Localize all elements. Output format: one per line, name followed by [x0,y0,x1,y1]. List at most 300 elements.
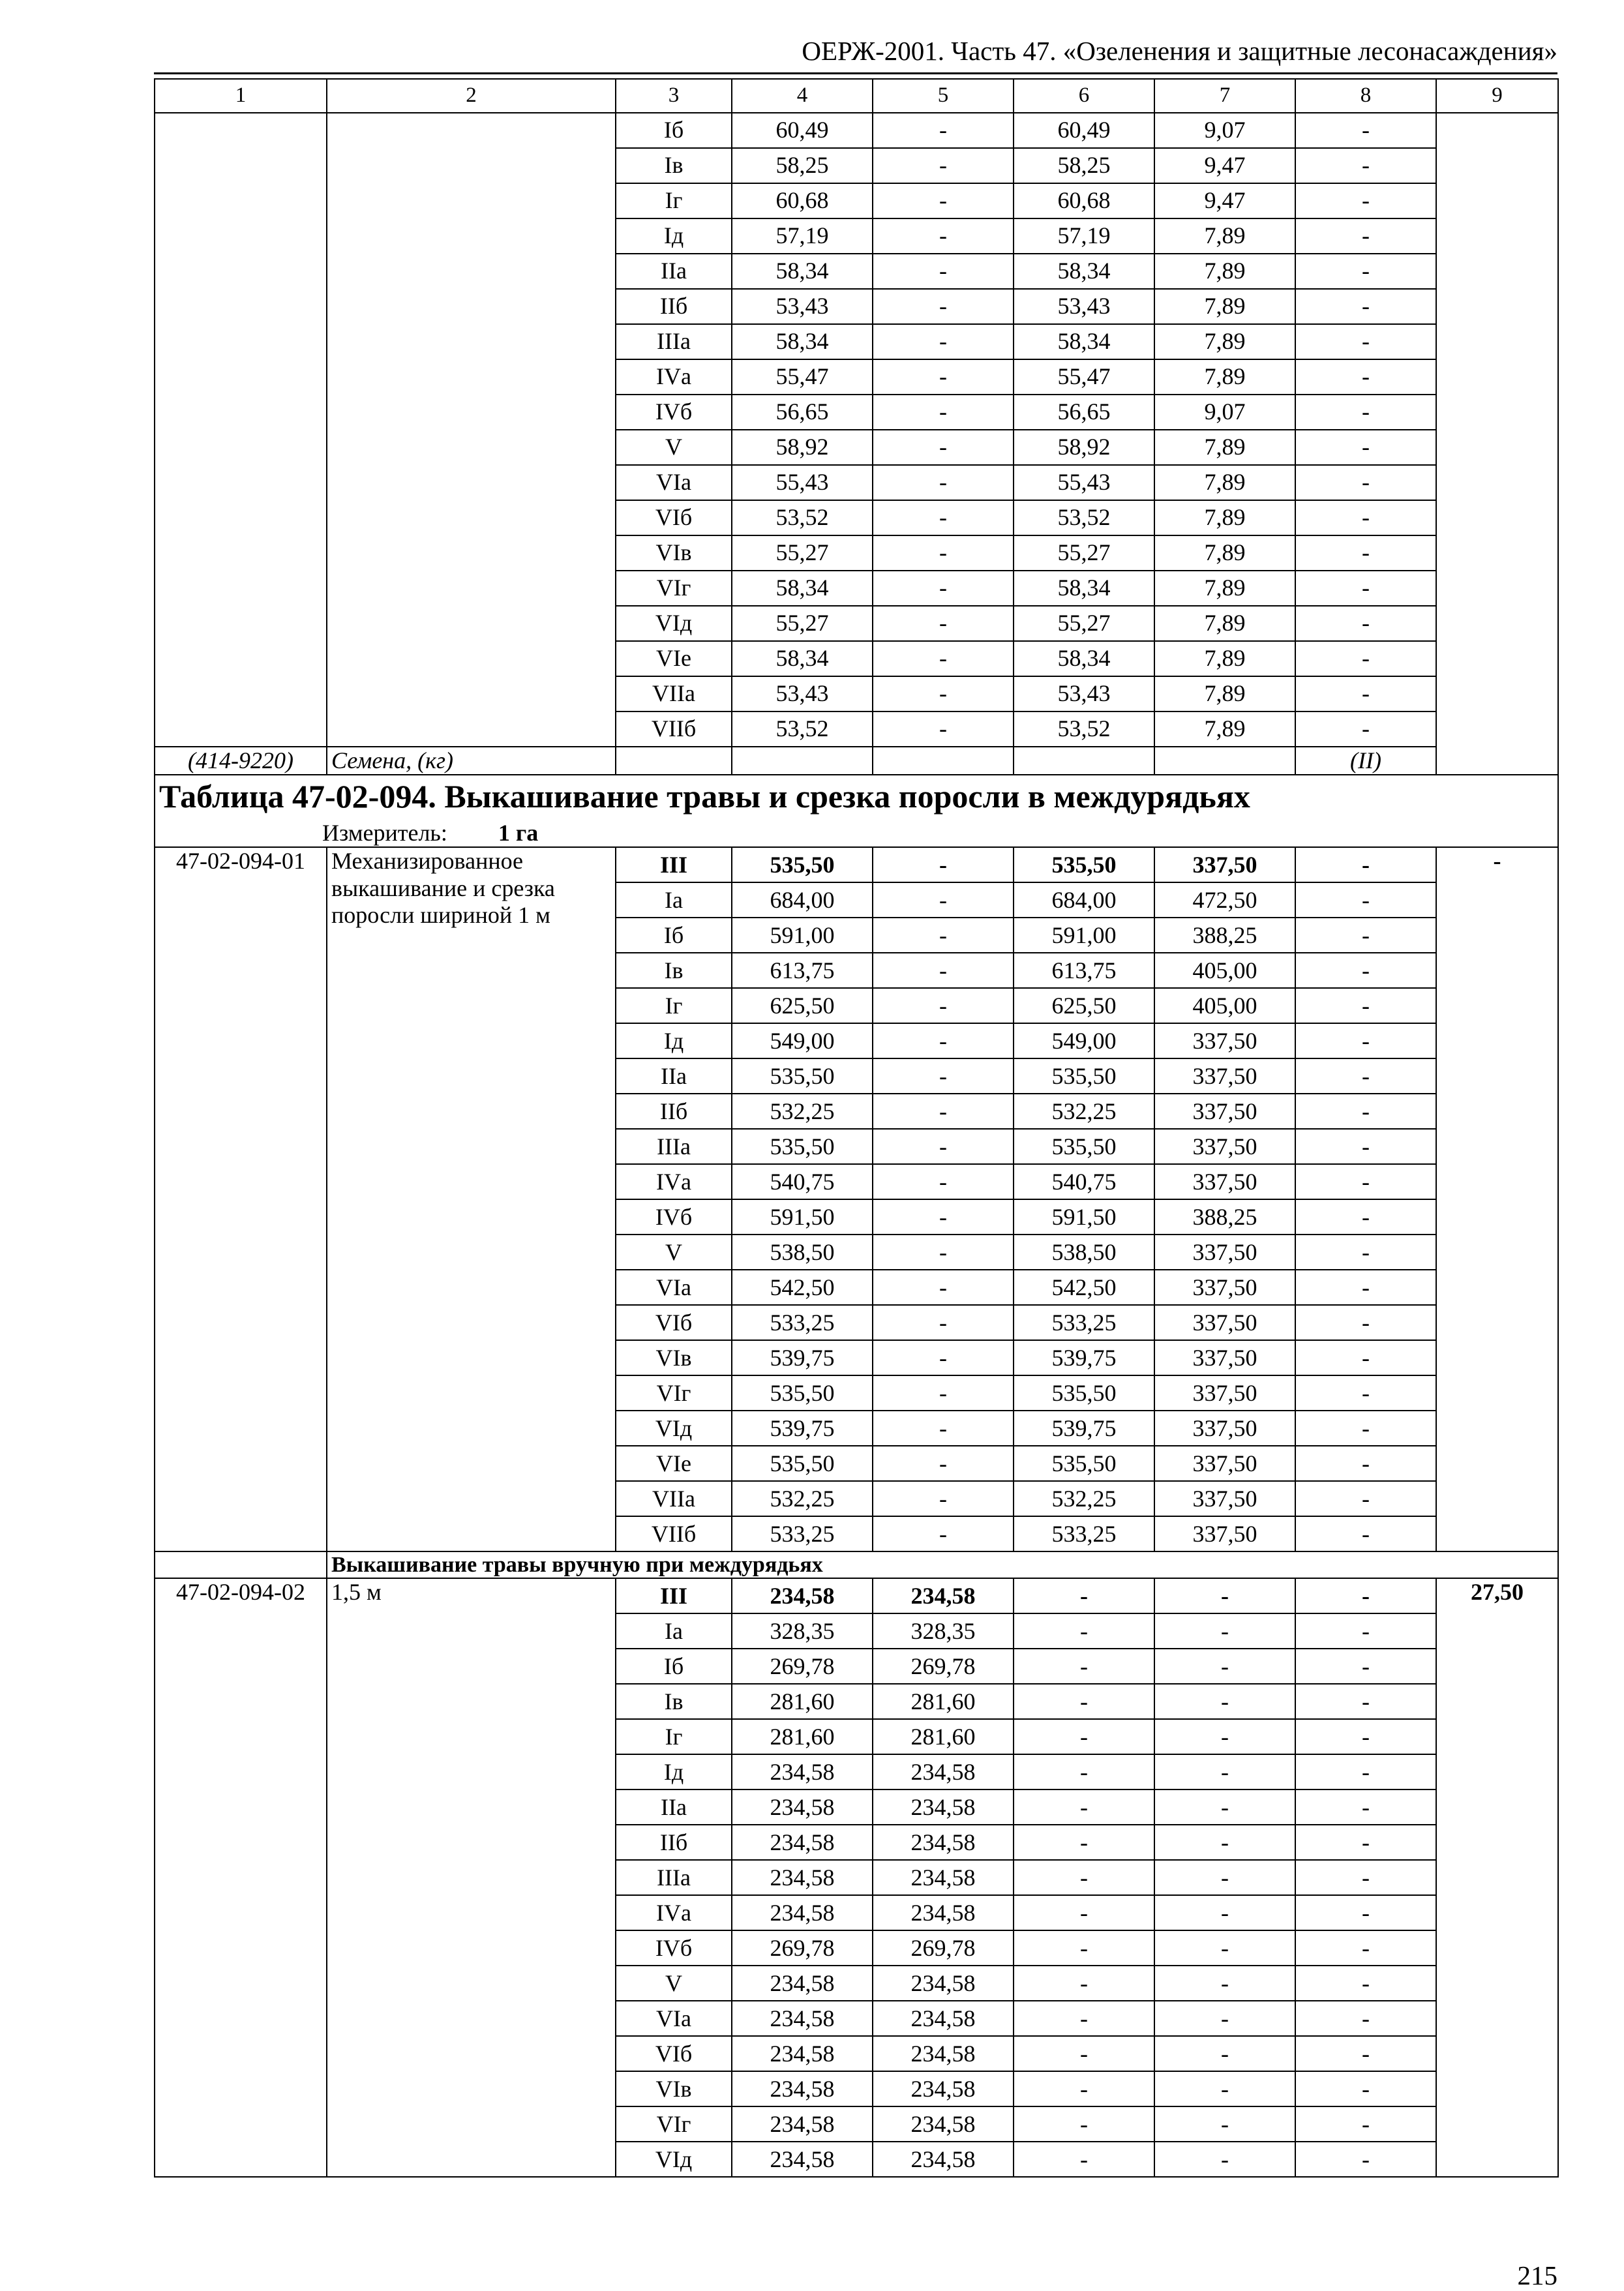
table-title: Таблица 47-02-094. Выкашивание травы и срезка поросли в междурядьях [159,778,1250,815]
value-cell: 269,78 [732,1649,873,1684]
zone-cell: III [616,847,732,882]
value-cell: - [1154,1825,1295,1860]
value-cell: - [1295,254,1436,289]
empty-cell [616,747,732,775]
column-number: 5 [873,79,1014,113]
value-cell: 55,43 [1014,465,1154,500]
value-cell: 58,25 [1014,148,1154,183]
value-cell: 549,00 [1014,1023,1154,1058]
value-cell: 234,58 [732,2142,873,2177]
zone-cell: Iб [616,1649,732,1684]
value-cell: 58,92 [1014,430,1154,465]
value-cell: - [873,988,1014,1023]
zone-cell: Iд [616,1754,732,1789]
value-cell: - [873,359,1014,395]
value-cell: 542,50 [732,1270,873,1305]
value-cell: - [1295,918,1436,953]
empty-cell [873,747,1014,775]
column-number: 8 [1295,79,1436,113]
value-cell: 234,58 [732,2001,873,2036]
zone-cell: VIа [616,1270,732,1305]
value-cell: 539,75 [1014,1411,1154,1446]
zone-cell: V [616,430,732,465]
code-cell [155,113,327,747]
value-cell: 532,25 [1014,1094,1154,1129]
value-cell: 53,52 [732,711,873,747]
zone-cell: VIа [616,2001,732,2036]
value-cell: 56,65 [1014,395,1154,430]
value-cell: - [1014,2071,1154,2106]
measure-label: Измеритель: [322,819,447,846]
value-cell: 388,25 [1154,918,1295,953]
value-cell: - [1295,847,1436,882]
value-cell: 7,89 [1154,254,1295,289]
value-cell: 535,50 [732,1375,873,1411]
value-cell: 55,27 [1014,535,1154,571]
value-cell: - [1295,1129,1436,1164]
value-cell: 58,34 [1014,254,1154,289]
value-cell: 591,50 [732,1199,873,1235]
value-cell: 337,50 [1154,1058,1295,1094]
value-cell: - [873,218,1014,254]
value-cell: 535,50 [732,1058,873,1094]
code-cell: 47-02-094-02 [155,1578,327,2177]
value-cell: - [873,606,1014,641]
value-cell: - [873,1340,1014,1375]
value-cell: - [1295,1411,1436,1446]
value-cell: - [1295,2071,1436,2106]
value-cell: 60,68 [732,183,873,218]
value-cell: - [1295,1023,1436,1058]
value-cell: 234,58 [873,2071,1014,2106]
value-cell: - [1295,395,1436,430]
zone-cell: VIб [616,500,732,535]
resource-row [155,747,1558,775]
value-cell: 591,50 [1014,1199,1154,1235]
value-cell: - [1295,2106,1436,2142]
value-cell: 535,50 [1014,1129,1154,1164]
value-cell: - [1295,1578,1436,1613]
value-cell: - [1014,1754,1154,1789]
value-cell: - [1014,1860,1154,1895]
value-cell: 60,49 [732,113,873,148]
table-body [155,79,1558,2177]
value-cell: 538,50 [732,1235,873,1270]
value-cell: 9,47 [1154,148,1295,183]
value-cell: 625,50 [732,988,873,1023]
value-cell: 53,52 [732,500,873,535]
table-row [155,847,1558,882]
zone-cell: VIб [616,2036,732,2071]
value-cell: 540,75 [732,1164,873,1199]
value-cell: 535,50 [1014,847,1154,882]
value-cell: - [1295,882,1436,918]
value-cell: 535,50 [1014,1446,1154,1481]
value-cell: - [873,676,1014,711]
value-cell: - [1295,1754,1436,1789]
value-cell: 269,78 [873,1930,1014,1966]
value-cell: - [1295,1305,1436,1340]
value-cell: - [873,571,1014,606]
value-cell: 538,50 [1014,1235,1154,1270]
zone-cell: Iд [616,218,732,254]
zone-cell: VIд [616,606,732,641]
value-cell: - [1014,2001,1154,2036]
empty-cell [1154,747,1295,775]
zone-cell: IVб [616,1199,732,1235]
value-cell: 405,00 [1154,953,1295,988]
value-cell: - [1154,1966,1295,2001]
subheading-row [155,1551,1558,1578]
value-cell: 58,34 [1014,571,1154,606]
value-cell: 234,58 [732,2036,873,2071]
value-cell: 58,34 [1014,641,1154,676]
column-number: 1 [155,79,327,113]
value-cell: - [873,1270,1014,1305]
value-cell: - [873,183,1014,218]
value-cell: - [1295,1481,1436,1516]
zone-cell: IIб [616,1825,732,1860]
value-cell: - [1295,1235,1436,1270]
value-cell: 7,89 [1154,641,1295,676]
zone-cell: Iв [616,953,732,988]
zone-cell: III [616,1578,732,1613]
zone-cell: IIб [616,1094,732,1129]
value-cell: 234,58 [732,2106,873,2142]
table-title-row [155,775,1558,847]
measure-value: 1 га [498,819,539,846]
value-cell: - [1295,571,1436,606]
value-cell: - [1295,324,1436,359]
value-cell: 533,25 [1014,1305,1154,1340]
value-cell: - [1295,1613,1436,1649]
value-cell: 234,58 [732,1895,873,1930]
zone-cell: IVа [616,1164,732,1199]
value-cell: - [1295,1058,1436,1094]
value-cell: - [873,289,1014,324]
value-cell: 337,50 [1154,1340,1295,1375]
value-cell: - [1154,2001,1295,2036]
value-cell: 55,27 [1014,606,1154,641]
value-cell: - [1154,1930,1295,1966]
value-cell: 234,58 [873,2142,1014,2177]
value-cell: 55,27 [732,606,873,641]
value-cell: - [1295,465,1436,500]
value-cell: 281,60 [732,1719,873,1754]
value-cell: - [873,882,1014,918]
value-cell: 532,25 [732,1481,873,1516]
value-cell: 7,89 [1154,711,1295,747]
value-cell: 7,89 [1154,606,1295,641]
value-cell: - [873,1023,1014,1058]
value-cell: - [1295,1930,1436,1966]
value-cell: 337,50 [1154,1235,1295,1270]
value-cell: 7,89 [1154,535,1295,571]
column-number: 3 [616,79,732,113]
table-row [155,113,1558,148]
value-cell: - [1295,500,1436,535]
value-cell: - [1014,1578,1154,1613]
value-cell: 234,58 [873,1825,1014,1860]
value-cell: - [873,953,1014,988]
value-cell: 58,34 [732,571,873,606]
value-cell: 7,89 [1154,218,1295,254]
value-cell: 53,43 [732,289,873,324]
value-cell: 684,00 [1014,882,1154,918]
value-cell: 58,92 [732,430,873,465]
value-cell: 532,25 [732,1094,873,1129]
value-cell: 533,25 [732,1305,873,1340]
column-number: 6 [1014,79,1154,113]
value-cell: - [873,113,1014,148]
value-cell: - [1014,1719,1154,1754]
value-cell: - [1295,1446,1436,1481]
value-cell: - [873,1058,1014,1094]
zone-cell: VIв [616,535,732,571]
value-cell: - [1295,1789,1436,1825]
value-cell: 7,89 [1154,465,1295,500]
name-cell: 1,5 м [327,1578,616,2177]
value-cell: 337,50 [1154,1094,1295,1129]
value-cell: 613,75 [732,953,873,988]
value-cell: - [873,1129,1014,1164]
value-cell: - [1295,1164,1436,1199]
value-cell: - [1295,711,1436,747]
value-cell: 337,50 [1154,1446,1295,1481]
value-cell: 539,75 [732,1411,873,1446]
value-cell: - [1154,1860,1295,1895]
zone-cell: VIIб [616,1516,732,1551]
value-cell: 337,50 [1154,1481,1295,1516]
value-cell: - [1295,113,1436,148]
value-cell: 269,78 [873,1649,1014,1684]
value-cell: 7,89 [1154,571,1295,606]
value-cell: - [873,1375,1014,1411]
value-cell: - [1154,1613,1295,1649]
value-cell: - [873,1305,1014,1340]
value-cell: 591,00 [732,918,873,953]
value-cell: 337,50 [1154,1375,1295,1411]
value-cell: - [1295,2001,1436,2036]
value-cell: - [1295,953,1436,988]
value-cell: - [873,641,1014,676]
value-cell: - [1295,1649,1436,1684]
value-cell: - [1154,1754,1295,1789]
zone-cell: IVа [616,359,732,395]
page-header: ОЕРЖ-2001. Часть 47. «Озеленения и защитные лесонасаждения» [802,36,1557,66]
value-cell: - [873,1235,1014,1270]
value-cell: - [1295,1966,1436,2001]
value-cell: 55,27 [732,535,873,571]
zone-cell: VIг [616,1375,732,1411]
zone-cell: VIд [616,1411,732,1446]
value-cell: 234,58 [732,1578,873,1613]
value-cell: - [873,148,1014,183]
value-cell: - [1295,606,1436,641]
value-cell: 234,58 [732,1825,873,1860]
value-cell: 281,60 [732,1684,873,1719]
zone-cell: VIв [616,2071,732,2106]
zone-cell: VIг [616,2106,732,2142]
value-cell: - [1154,2071,1295,2106]
value-cell: 58,25 [732,148,873,183]
value-cell: - [1014,1966,1154,2001]
column-number: 7 [1154,79,1295,113]
value-cell: 58,34 [732,254,873,289]
value-cell: 337,50 [1154,1516,1295,1551]
value-cell: 388,25 [1154,1199,1295,1235]
zone-cell: Iг [616,988,732,1023]
value-cell: - [1295,1375,1436,1411]
value-cell: 57,19 [1014,218,1154,254]
value-cell: - [1014,2036,1154,2071]
column-number: 9 [1436,79,1558,113]
value-cell: - [1014,2142,1154,2177]
zone-cell: IIа [616,1789,732,1825]
zone-cell: IIIа [616,1129,732,1164]
value-cell: 9,07 [1154,113,1295,148]
value-cell: 613,75 [1014,953,1154,988]
value-cell: - [873,918,1014,953]
value-cell: - [873,1094,1014,1129]
zone-cell: IIб [616,289,732,324]
value-cell: 535,50 [1014,1375,1154,1411]
value-cell: - [873,711,1014,747]
value-cell: 234,58 [732,1754,873,1789]
table-title-cell [155,775,1558,847]
value-cell: - [1295,1094,1436,1129]
value-cell: 7,89 [1154,359,1295,395]
value-cell: 234,58 [873,2106,1014,2142]
value-cell: 533,25 [732,1516,873,1551]
value-cell: 53,43 [1014,289,1154,324]
value-cell: - [873,1446,1014,1481]
value-cell: 9,47 [1154,183,1295,218]
price-table [154,78,1559,2178]
value-cell: - [873,395,1014,430]
zone-cell: VIIб [616,711,732,747]
value-cell: 535,50 [1014,1058,1154,1094]
value-cell: 405,00 [1154,988,1295,1023]
name-cell [327,113,616,747]
value-cell: 234,58 [873,1578,1014,1613]
value-cell: - [1014,1613,1154,1649]
value-cell: 7,89 [1154,324,1295,359]
value-cell: 328,35 [873,1613,1014,1649]
value-cell: 539,75 [732,1340,873,1375]
value-cell: 9,07 [1154,395,1295,430]
value-cell: 337,50 [1154,1411,1295,1446]
measure-line [322,820,1554,846]
value-cell: - [1295,1895,1436,1930]
value-cell: 58,34 [732,641,873,676]
value-cell: - [1295,359,1436,395]
value-cell: 281,60 [873,1684,1014,1719]
value-cell: - [1014,1649,1154,1684]
zone-cell: Iа [616,1613,732,1649]
value-cell: - [1154,1895,1295,1930]
value-cell: - [873,847,1014,882]
value-cell: 234,58 [732,2071,873,2106]
value-cell: - [1154,1649,1295,1684]
value-cell: 7,89 [1154,430,1295,465]
name-cell: Механизированное выкашивание и срезка поросли шириной 1 м [327,847,616,1551]
value-cell: 58,34 [1014,324,1154,359]
value-cell: 234,58 [873,2001,1014,2036]
value-cell: - [1295,1270,1436,1305]
value-cell: - [1295,1860,1436,1895]
value-cell: - [1154,2106,1295,2142]
zone-cell: Iв [616,148,732,183]
value-cell: 234,58 [873,1895,1014,1930]
value-cell: - [1154,1719,1295,1754]
value-cell: 55,47 [732,359,873,395]
value-cell: 535,50 [732,1129,873,1164]
value-cell: 542,50 [1014,1270,1154,1305]
value-cell: - [1014,2106,1154,2142]
value-cell: 591,00 [1014,918,1154,953]
value-cell: - [873,324,1014,359]
value-cell: 472,50 [1154,882,1295,918]
zone-cell: V [616,1235,732,1270]
value-cell: 57,19 [732,218,873,254]
value-cell: - [1295,289,1436,324]
value-cell: 532,25 [1014,1481,1154,1516]
code-cell: 47-02-094-01 [155,847,327,1551]
zone-cell: IVб [616,1930,732,1966]
value-cell: 549,00 [732,1023,873,1058]
value-cell: - [1295,676,1436,711]
value-cell: 535,50 [732,1446,873,1481]
column-number: 2 [327,79,616,113]
zone-cell: IIа [616,254,732,289]
value-cell: - [1014,1930,1154,1966]
value-cell: - [1295,988,1436,1023]
value-cell: - [873,1516,1014,1551]
value-cell: - [873,1164,1014,1199]
value-cell: - [1295,641,1436,676]
zone-cell: Iг [616,1719,732,1754]
value-cell: 625,50 [1014,988,1154,1023]
resource-name: Семена, (кг) [327,747,616,775]
value-cell: 7,89 [1154,500,1295,535]
value-cell: - [873,1411,1014,1446]
zone-cell: Iа [616,882,732,918]
value-cell: - [873,254,1014,289]
value-cell: 234,58 [873,1966,1014,2001]
empty-cell [1014,747,1154,775]
value-cell: - [1014,1825,1154,1860]
value-cell: - [1014,1895,1154,1930]
value-cell: 234,58 [732,1966,873,2001]
value-cell: - [1154,2036,1295,2071]
zone-cell: V [616,1966,732,2001]
empty-cell [155,1551,327,1578]
value-cell: - [1295,1684,1436,1719]
value-cell: - [1295,2142,1436,2177]
value-cell: - [1295,183,1436,218]
zone-cell: VIIа [616,1481,732,1516]
zone-cell: VIе [616,641,732,676]
value-cell: - [1295,535,1436,571]
zone-cell: VIа [616,465,732,500]
value-cell: 53,43 [1014,676,1154,711]
value-cell: 234,58 [732,1860,873,1895]
resource-class: (II) [1295,747,1436,775]
zone-cell: Iб [616,918,732,953]
value-cell: - [1154,2142,1295,2177]
column-number: 4 [732,79,873,113]
